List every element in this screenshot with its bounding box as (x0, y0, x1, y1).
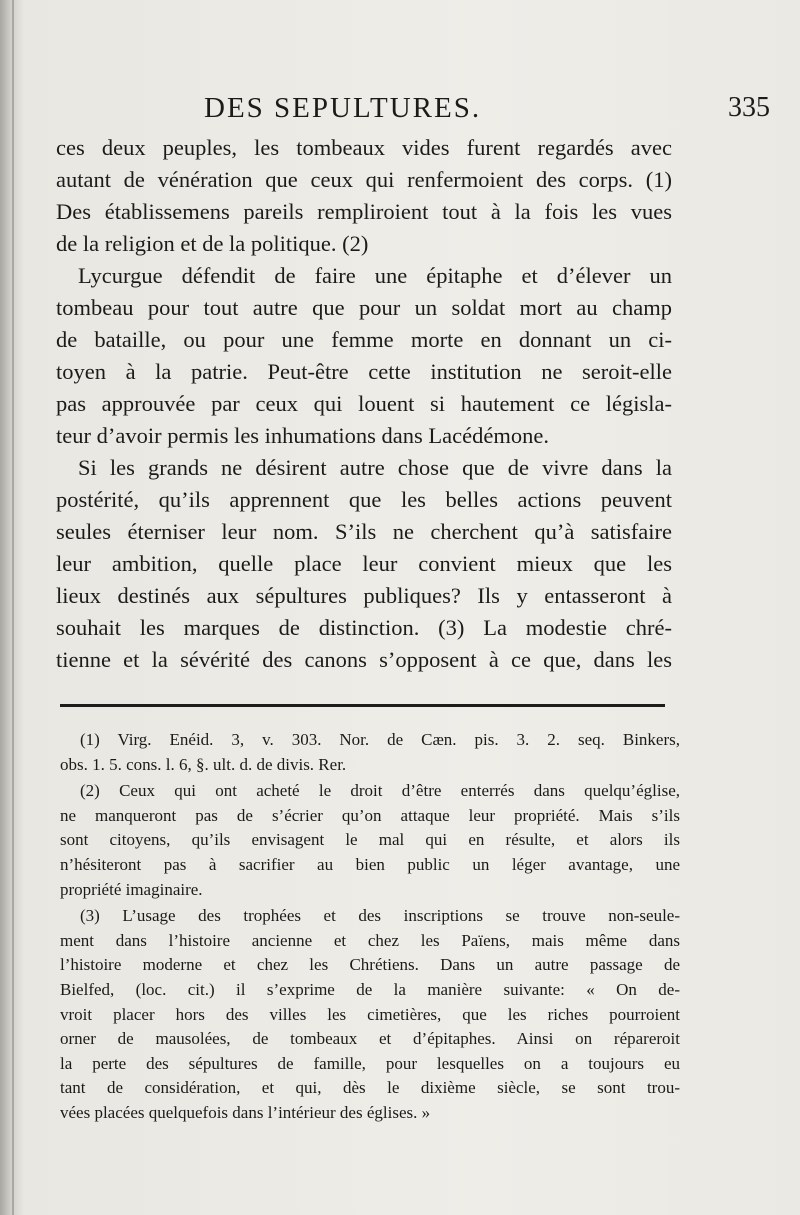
footnote-line: Bielfed, (loc. cit.) il s’exprime de la manière suivante: « On de- (60, 979, 680, 999)
footnote-line: n’hésiteront pas à sacrifier au bien public un léger avantage, une (60, 854, 680, 874)
text-line: seules éterniser leur nom. S’ils ne cherchent qu’à satisfaire (56, 519, 672, 544)
text-line: tienne et la sévérité des canons s’opposent à ce que, dans les (56, 647, 672, 672)
page-number: 335 (728, 92, 770, 123)
text-line: toyen à la patrie. Peut-être cette institution ne seroit-elle (56, 359, 672, 384)
text-line: Des établissemens pareils rempliroient tout à la fois les vues (56, 199, 672, 224)
footnote-line: sont citoyens, qu’ils envisagent le mal qui en résulte, et alors ils (60, 830, 680, 850)
text-line: autant de vénération que ceux qui renfermoient des corps. (1) (56, 167, 672, 192)
footnote-line: propriété imaginaire. (60, 879, 203, 899)
footnote-line: la perte des sépultures de famille, pour lesquelles on a toujours eu (60, 1053, 680, 1073)
footnote-line: ne manqueront pas de s’écrier qu’on attaque leur propriété. Mais s’ils (60, 805, 680, 825)
text-line: postérité, qu’ils apprennent que les belles actions peuvent (56, 487, 672, 512)
text-line: teur d’avoir permis les inhumations dans Lacédémone. (56, 423, 549, 448)
footnote-line: ment dans l’histoire ancienne et chez les Païens, mais même dans (60, 930, 680, 950)
text-line: pas approuvée par ceux qui louent si hautement ce législa- (56, 391, 672, 416)
footnote-separator-rule (60, 704, 665, 707)
page-gutter-edge (12, 0, 14, 1215)
text-line: souhait les marques de distinction. (3) La modestie chré- (56, 615, 672, 640)
footnote-line: l’histoire moderne et chez les Chrétiens. Dans un autre passage de (60, 955, 680, 975)
text-line: tombeau pour tout autre que pour un soldat mort au champ (56, 295, 672, 320)
footnote-line: vées placées quelquefois dans l’intérieur des églises. » (60, 1102, 431, 1122)
footnote-line: vroit placer hors des villes les cimetières, que les riches pourroient (60, 1004, 680, 1024)
text-line: leur ambition, quelle place leur convient mieux que les (56, 551, 672, 576)
text-line: lieux destinés aux sépultures publiques? Ils y entasseront à (56, 583, 672, 608)
footnote-line: (1) Virg. Enéid. 3, v. 303. Nor. de Cæn. pis. 3. 2. seq. Binkers, (80, 730, 680, 749)
text-line: Lycurgue défendit de faire une épitaphe et d’élever un (78, 263, 672, 288)
page-header (60, 92, 772, 132)
text-line: de bataille, ou pour une femme morte en donnant un ci- (56, 327, 672, 352)
footnote-line: (3) L’usage des trophées et des inscriptions se trouve non-seule- (80, 906, 680, 926)
footnote-line: obs. 1. 5. cons. l. 6, §. ult. d. de divis. Rer. (60, 754, 347, 774)
text-line: ces deux peuples, les tombeaux vides furent regardés avec (56, 135, 672, 160)
main-text (56, 132, 672, 676)
running-title: DES SEPULTURES. (204, 92, 482, 124)
text-line: de la religion et de la politique. (2) (56, 231, 369, 256)
footnote-line: (2) Ceux qui ont acheté le droit d’être enterrés dans quelqu’église, (80, 781, 680, 801)
footnote-line: tant de considération, et qui, dès le dixième siècle, se sont trou- (60, 1078, 680, 1098)
footnote-line: orner de mausolées, de tombeaux et d’épitaphes. Ainsi on répareroit (60, 1029, 680, 1049)
text-line: Si les grands ne désirent autre chose que de vivre dans la (78, 455, 672, 480)
footnotes (60, 728, 680, 1126)
